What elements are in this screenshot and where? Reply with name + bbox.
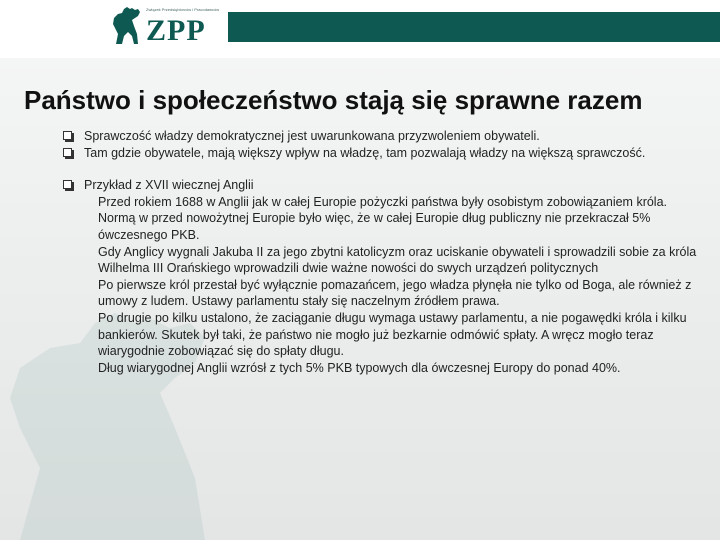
slide-body [62, 128, 702, 376]
bear-logo-icon [110, 4, 144, 48]
header-bar [228, 12, 720, 42]
example-line: Przed rokiem 1688 w Anglii jak w całej Europie pożyczki państwa były osobistym zobowiązaniem króla. [98, 194, 668, 209]
example-line: Normą w przed nowożytnej Europie było więc, że w całej Europie dług publiczny nie przekraczał 5% ówczesnego PKB. [98, 211, 651, 242]
checkbox-bullet-icon [63, 148, 72, 157]
bullet-text: Przykład z XVII wiecznej Anglii [84, 178, 254, 193]
example-line: Gdy Anglicy wygnali Jakuba II za jego zbytni katolicyzm oraz uciskanie obywateli i sprowadzili sobie za króla Wilhelma III Orańskiego wprowadzili dwie ważne nowości do swych urządzeń politycznych [98, 244, 697, 276]
checkbox-bullet-icon [63, 180, 72, 189]
bullet-item [62, 177, 702, 194]
example-paragraph [62, 194, 702, 377]
logo-text: ZPP [146, 14, 206, 47]
bullet-item [62, 145, 702, 162]
example-line: Po drugie po kilku ustalono, że zaciąganie długu wymaga ustawy parlamentu, a nie pogawędki króla i kilku bankierów. Skutek był taki, że państwo nie mogło już bezkarnie odmówić spłaty. A wręcz mogło teraz wiarygodnie zobowiązać się do spłaty długu. [98, 310, 687, 359]
checkbox-bullet-icon [63, 131, 72, 140]
bullet-text: Tam gdzie obywatele, mają większy wpływ na władzę, tam pozwalają władzy na większą sprawczość. [84, 145, 646, 160]
bullet-item [62, 128, 702, 145]
slide-title: Państwo i społeczeństwo stają się sprawne razem [24, 85, 643, 115]
example-line: Dług wiarygodnej Anglii wzrósł z tych 5% PKB typowych dla ówczesnej Europy do ponad 40%. [98, 360, 621, 375]
example-line: Po pierwsze król przestał być wyłącznie pomazańcem, jego władza płynęła nie tylko od Boga, ale również z umowy z ludem. Ustawy parlamentu stały się naczelnym źródłem prawa. [98, 277, 692, 309]
logo-tagline: Związek Przedsiębiorców i Pracodawców [146, 7, 220, 12]
bullet-text: Sprawczość władzy demokratycznej jest uwarunkowana przyzwoleniem obywateli. [84, 129, 540, 143]
zpp-logo [110, 4, 220, 50]
